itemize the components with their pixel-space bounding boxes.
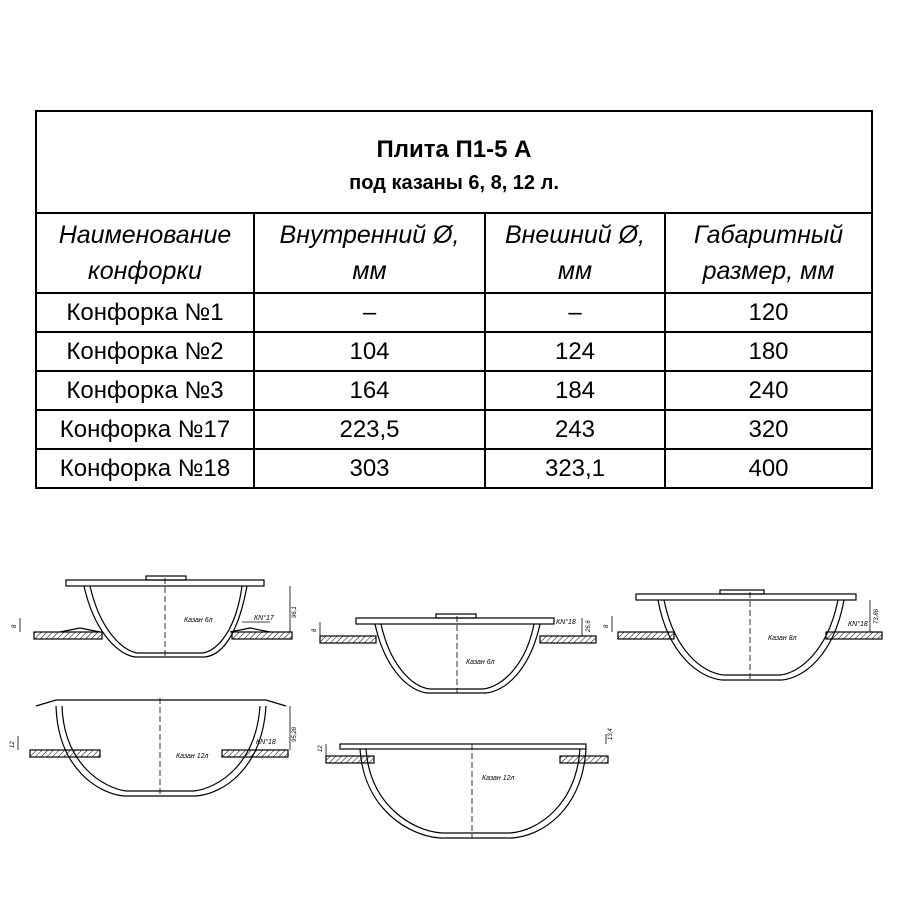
- height-dim-5: 13,4: [608, 728, 614, 740]
- step-dim-4: 12: [10, 741, 16, 748]
- height-dim-1: 96,1: [292, 606, 298, 618]
- height-dim-2: 26,6: [586, 620, 592, 632]
- kazan-drawing-2: [320, 614, 596, 693]
- spec-table: [35, 110, 873, 489]
- cell-size: 240: [665, 371, 872, 410]
- header-inner-diameter: Внутренний Ø, мм: [254, 213, 485, 293]
- cell-name: Конфорка №3: [36, 371, 254, 410]
- step-dim-1: 8: [12, 624, 18, 628]
- step-dim-3: 8: [604, 624, 610, 628]
- kazan-label-1: Казан 6л: [184, 617, 213, 624]
- kazan-label-2: Казан 6л: [466, 659, 495, 666]
- cell-size: 180: [665, 332, 872, 371]
- header-row: [36, 213, 872, 293]
- kazan-drawing-5: [326, 734, 608, 838]
- cell-outer: 184: [485, 371, 665, 410]
- table-subtitle: под казаны 6, 8, 12 л.: [349, 172, 559, 194]
- table-row: [36, 332, 872, 371]
- header-name: Наименование конфорки: [36, 213, 254, 293]
- cell-inner: 223,5: [254, 410, 485, 449]
- kazan-label-5: Казан 12л: [482, 775, 515, 782]
- height-dim-4: 95,28: [292, 726, 298, 742]
- cell-name: Конфорка №2: [36, 332, 254, 371]
- step-dim-5: 12: [318, 745, 324, 752]
- cell-name: Конфорка №1: [36, 293, 254, 332]
- kazan-drawing-4: [18, 698, 290, 796]
- table-title-cell: [36, 111, 872, 213]
- cell-inner: 104: [254, 332, 485, 371]
- cell-inner: 164: [254, 371, 485, 410]
- cell-outer: 323,1: [485, 449, 665, 488]
- ring-label-2: КN°18: [556, 619, 576, 626]
- height-dim-3: 73,86: [874, 608, 880, 624]
- cell-name: Конфорка №18: [36, 449, 254, 488]
- ring-label-4: КN°18: [256, 739, 276, 746]
- table-row: [36, 293, 872, 332]
- cell-size: 400: [665, 449, 872, 488]
- cell-outer: –: [485, 293, 665, 332]
- table-row: [36, 371, 872, 410]
- cell-inner: 303: [254, 449, 485, 488]
- kazan-drawing-1: [20, 576, 292, 657]
- step-dim-2: 8: [312, 628, 318, 632]
- table-title: Плита П1-5 А: [376, 136, 532, 163]
- ring-label-3: КN°18: [848, 621, 868, 628]
- cell-outer: 243: [485, 410, 665, 449]
- cell-inner: –: [254, 293, 485, 332]
- table-row: [36, 449, 872, 488]
- kazan-label-3: Казан 8л: [768, 635, 797, 642]
- header-outer-diameter: Внешний Ø, мм: [485, 213, 665, 293]
- kazan-label-4: Казан 12л: [176, 753, 209, 760]
- cell-outer: 124: [485, 332, 665, 371]
- table-row: [36, 410, 872, 449]
- kazan-drawings: [0, 560, 900, 900]
- header-overall-size: Габаритный размер, мм: [665, 213, 872, 293]
- ring-label-1: КN°17: [254, 615, 274, 622]
- kazan-drawing-3: [612, 590, 882, 680]
- cell-size: 120: [665, 293, 872, 332]
- cell-size: 320: [665, 410, 872, 449]
- cell-name: Конфорка №17: [36, 410, 254, 449]
